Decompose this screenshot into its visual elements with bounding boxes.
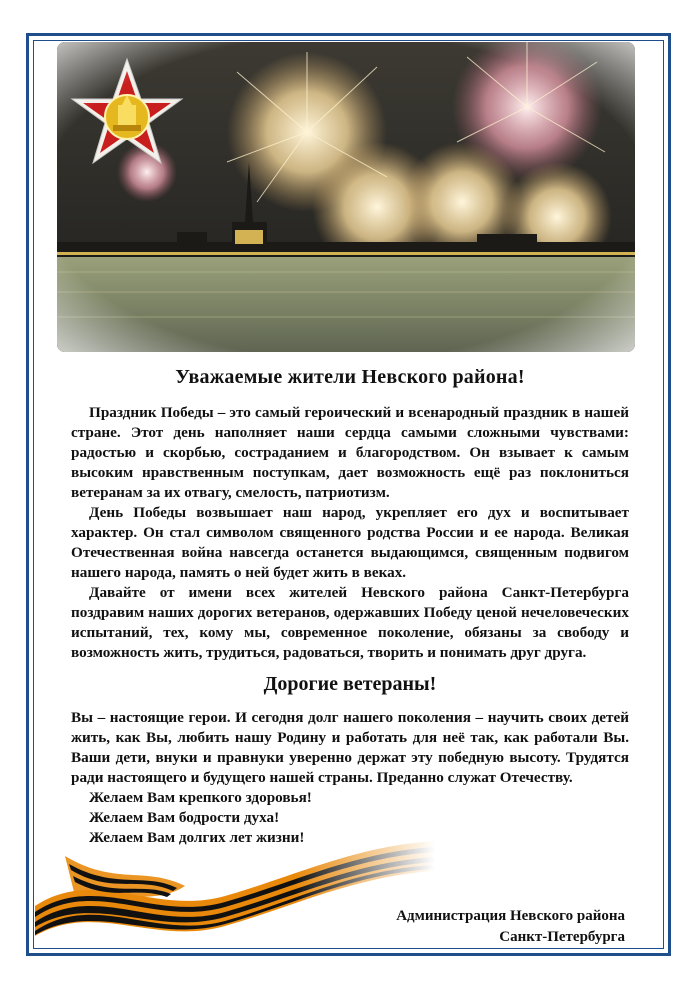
wish-1: Желаем Вам крепкого здоровья! bbox=[89, 789, 312, 806]
veterans-paragraph: Вы – настоящие герои. И сегодня долг нашего поколения – научить своих детей жить, как Вы, любить нашу Родину и работать для неё так, как работали Вы. Ваши дети, внуки и правнуки уверенно держат эту победную высоту. Трудятся ради настоящего и будущего нашей страны. Преданно служат Отечеству. bbox=[71, 709, 629, 786]
fireworks-banner-image bbox=[57, 42, 635, 352]
signature-block bbox=[396, 906, 625, 948]
signature-line-2: Санкт-Петербурга bbox=[499, 929, 625, 945]
signature-line-1: Администрация Невского района bbox=[396, 908, 625, 924]
letter-body bbox=[71, 366, 629, 848]
greeting-heading: Уважаемые жители Невского района! bbox=[175, 366, 525, 388]
paragraph-2: День Победы возвышает наш народ, укрепляет его дух и воспитывает характер. Он стал символом священного родства России и ее народа. Великая Отечественная война навсегда останется выдающимся, священным подвигом нашего народа, память о ней будет жить в веках. bbox=[71, 504, 629, 581]
fireworks-scene bbox=[57, 42, 635, 352]
paragraph-1: Праздник Победы – это самый героический и всенародный праздник в нашей стране. Этот день наполняет наши сердца самыми сложными чувствами: радостью и скорбью, состраданием и благородством. Он взывает к самым высоким нравственным поступкам, дает возможность ещё раз поклониться ветеранам за их отвагу, смелость, патриотизм. bbox=[71, 404, 629, 501]
paragraph-3: Давайте от имени всех жителей Невского района Санкт-Петербурга поздравим наших дорогих ветеранов, одержавших Победу ценой нечеловеческих испытаний, тех, кому мы, современное поколение, обязаны за свободу и возможность жить, трудиться, радоваться, творить и понимать друг друга. bbox=[71, 584, 629, 661]
veterans-heading: Дорогие ветераны! bbox=[263, 673, 437, 695]
wish-2: Желаем Вам бодрости духа! bbox=[89, 809, 280, 826]
st-george-ribbon-icon bbox=[35, 836, 435, 946]
